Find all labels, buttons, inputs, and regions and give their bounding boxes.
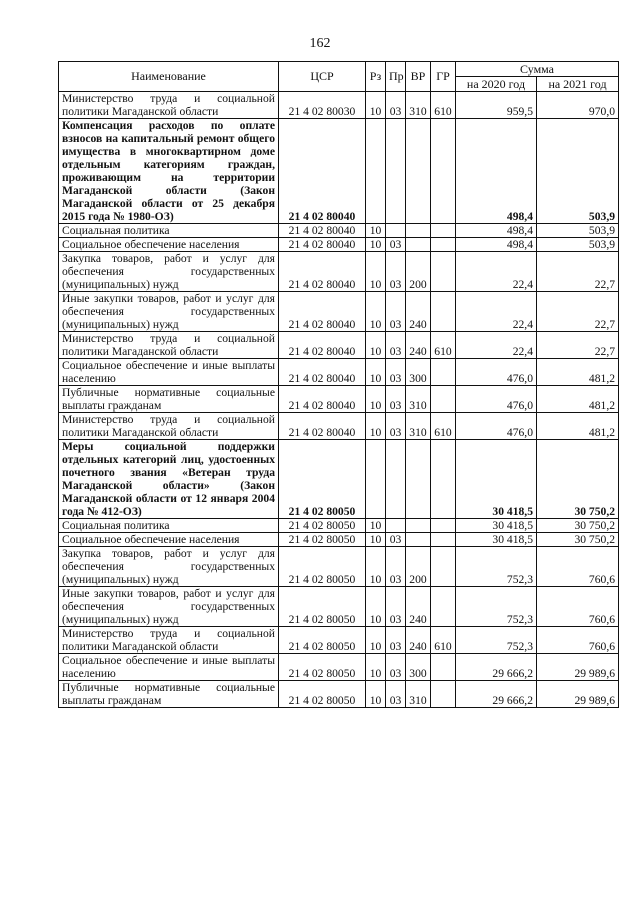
row-csr: 21 4 02 80050 [279,533,366,547]
row-gr [431,359,456,386]
row-vr: 240 [406,332,431,359]
row-gr [431,533,456,547]
table-row [59,386,619,413]
row-pr: 03 [386,92,406,119]
row-amount-2021: 481,2 [537,386,619,413]
row-amount-2020: 959,5 [456,92,537,119]
row-amount-2021: 970,0 [537,92,619,119]
row-csr: 21 4 02 80040 [279,119,366,224]
row-name: Социальное обеспечение населения [59,533,279,547]
table-row [59,547,619,587]
table-row [59,332,619,359]
row-rz: 10 [366,413,386,440]
row-vr: 240 [406,587,431,627]
row-pr: 03 [386,547,406,587]
row-amount-2021: 29 989,6 [537,654,619,681]
table-row [59,587,619,627]
row-csr: 21 4 02 80040 [279,386,366,413]
row-vr: 200 [406,252,431,292]
row-vr: 300 [406,359,431,386]
row-amount-2021: 30 750,2 [537,519,619,533]
row-amount-2021: 30 750,2 [537,533,619,547]
row-amount-2021: 760,6 [537,547,619,587]
row-amount-2021: 760,6 [537,587,619,627]
row-rz [366,119,386,224]
row-gr [431,252,456,292]
row-pr [386,119,406,224]
row-vr: 310 [406,386,431,413]
page-number: 162 [309,36,331,51]
row-amount-2021: 481,2 [537,359,619,386]
row-gr: 610 [431,413,456,440]
row-amount-2021: 22,7 [537,332,619,359]
row-amount-2021: 760,6 [537,627,619,654]
row-name: Иные закупки товаров, работ и услуг для обеспечения государственных (муниципальных) нужд [59,587,279,627]
row-name: Закупка товаров, работ и услуг для обеспечения государственных (муниципальных) нужд [59,252,279,292]
row-rz: 10 [366,681,386,708]
row-amount-2021: 503,9 [537,224,619,238]
row-pr: 03 [386,292,406,332]
row-csr: 21 4 02 80050 [279,681,366,708]
row-pr: 03 [386,654,406,681]
table-header [59,62,619,92]
row-amount-2020: 476,0 [456,386,537,413]
row-gr [431,587,456,627]
table-row [59,440,619,519]
row-csr: 21 4 02 80050 [279,440,366,519]
row-vr: 240 [406,292,431,332]
row-amount-2020: 22,4 [456,252,537,292]
row-rz: 10 [366,533,386,547]
row-amount-2020: 29 666,2 [456,654,537,681]
row-rz: 10 [366,292,386,332]
header-rz: Рз [366,62,386,92]
row-vr [406,119,431,224]
row-amount-2020: 498,4 [456,238,537,252]
row-gr: 610 [431,627,456,654]
row-csr: 21 4 02 80040 [279,332,366,359]
row-amount-2020: 752,3 [456,547,537,587]
row-amount-2020: 752,3 [456,587,537,627]
budget-table [58,61,619,708]
row-amount-2021: 503,9 [537,119,619,224]
table-row [59,519,619,533]
row-name: Социальное обеспечение населения [59,238,279,252]
header-gr: ГР [431,62,456,92]
row-rz: 10 [366,547,386,587]
row-pr: 03 [386,627,406,654]
row-csr: 21 4 02 80050 [279,627,366,654]
row-amount-2020: 30 418,5 [456,519,537,533]
row-csr: 21 4 02 80040 [279,224,366,238]
row-amount-2020: 476,0 [456,359,537,386]
row-pr [386,224,406,238]
row-pr [386,440,406,519]
row-amount-2020: 22,4 [456,332,537,359]
header-vr: ВР [406,62,431,92]
row-gr: 610 [431,92,456,119]
row-pr: 03 [386,386,406,413]
row-amount-2020: 22,4 [456,292,537,332]
row-vr: 200 [406,547,431,587]
row-pr: 03 [386,413,406,440]
header-csr: ЦСР [279,62,366,92]
row-pr: 03 [386,533,406,547]
table-row [59,654,619,681]
row-vr [406,224,431,238]
table-row [59,238,619,252]
row-name: Закупка товаров, работ и услуг для обеспечения государственных (муниципальных) нужд [59,547,279,587]
row-pr: 03 [386,252,406,292]
header-pr: Пр [386,62,406,92]
header-sum: Сумма [456,62,619,77]
row-gr [431,386,456,413]
row-amount-2021: 481,2 [537,413,619,440]
row-rz: 10 [366,359,386,386]
row-rz: 10 [366,238,386,252]
row-amount-2020: 498,4 [456,119,537,224]
row-amount-2020: 498,4 [456,224,537,238]
row-csr: 21 4 02 80040 [279,359,366,386]
row-rz: 10 [366,386,386,413]
row-amount-2020: 30 418,5 [456,440,537,519]
row-gr [431,654,456,681]
row-name: Социальная политика [59,519,279,533]
row-name: Министерство труда и социальной политики Магаданской области [59,332,279,359]
table-row [59,252,619,292]
row-csr: 21 4 02 80030 [279,92,366,119]
row-gr [431,292,456,332]
row-name: Министерство труда и социальной политики Магаданской области [59,413,279,440]
row-amount-2020: 752,3 [456,627,537,654]
table-row [59,224,619,238]
row-gr [431,519,456,533]
table-row [59,359,619,386]
row-vr [406,238,431,252]
table-row [59,533,619,547]
row-amount-2021: 29 989,6 [537,681,619,708]
row-vr [406,519,431,533]
row-rz: 10 [366,92,386,119]
row-gr [431,238,456,252]
row-rz [366,440,386,519]
row-pr: 03 [386,332,406,359]
row-pr [386,519,406,533]
header-year-2020: на 2020 год [456,77,537,92]
row-vr: 310 [406,681,431,708]
row-amount-2021: 30 750,2 [537,440,619,519]
row-name: Публичные нормативные социальные выплаты гражданам [59,386,279,413]
table-row [59,119,619,224]
header-year-2021: на 2021 год [537,77,619,92]
row-gr [431,547,456,587]
row-csr: 21 4 02 80040 [279,292,366,332]
row-amount-2021: 22,7 [537,292,619,332]
row-rz: 10 [366,224,386,238]
row-name: Иные закупки товаров, работ и услуг для обеспечения государственных (муниципальных) нужд [59,292,279,332]
row-rz: 10 [366,332,386,359]
row-rz: 10 [366,587,386,627]
row-name: Социальное обеспечение и иные выплаты населению [59,654,279,681]
row-pr: 03 [386,681,406,708]
row-pr: 03 [386,359,406,386]
row-rz: 10 [366,627,386,654]
row-amount-2020: 29 666,2 [456,681,537,708]
row-gr [431,440,456,519]
row-csr: 21 4 02 80050 [279,654,366,681]
row-pr: 03 [386,587,406,627]
row-amount-2021: 503,9 [537,238,619,252]
table-row [59,681,619,708]
table-row [59,413,619,440]
row-name: Министерство труда и социальной политики Магаданской области [59,627,279,654]
row-gr [431,681,456,708]
row-name: Публичные нормативные социальные выплаты гражданам [59,681,279,708]
row-csr: 21 4 02 80050 [279,587,366,627]
row-vr: 240 [406,627,431,654]
header-name: Наименование [59,62,279,92]
row-csr: 21 4 02 80040 [279,413,366,440]
row-amount-2020: 30 418,5 [456,533,537,547]
row-vr: 300 [406,654,431,681]
row-name: Социальная политика [59,224,279,238]
row-csr: 21 4 02 80040 [279,252,366,292]
row-gr [431,119,456,224]
row-vr [406,533,431,547]
row-rz: 10 [366,252,386,292]
table-row [59,92,619,119]
row-rz: 10 [366,654,386,681]
table-row [59,627,619,654]
row-gr [431,224,456,238]
row-vr [406,440,431,519]
row-pr: 03 [386,238,406,252]
table-row [59,292,619,332]
row-name: Министерство труда и социальной политики Магаданской области [59,92,279,119]
row-name: Компенсация расходов по оплате взносов на капитальный ремонт общего имущества в многоквартирном доме отдельным категориям граждан, проживающим на территории Магаданской области (Закон Магаданской области от 25 декабря 2015 года № 1980-ОЗ) [59,119,279,224]
row-csr: 21 4 02 80050 [279,547,366,587]
row-rz: 10 [366,519,386,533]
row-csr: 21 4 02 80040 [279,238,366,252]
row-csr: 21 4 02 80050 [279,519,366,533]
row-vr: 310 [406,413,431,440]
row-gr: 610 [431,332,456,359]
row-name: Социальное обеспечение и иные выплаты населению [59,359,279,386]
row-vr: 310 [406,92,431,119]
row-amount-2021: 22,7 [537,252,619,292]
row-amount-2020: 476,0 [456,413,537,440]
table-body [59,92,619,708]
row-name: Меры социальной поддержки отдельных категорий лиц, удостоенных почетного звания «Ветеран труда Магаданской области» (Закон Магаданской области от 12 января 2004 года № 412-ОЗ) [59,440,279,519]
